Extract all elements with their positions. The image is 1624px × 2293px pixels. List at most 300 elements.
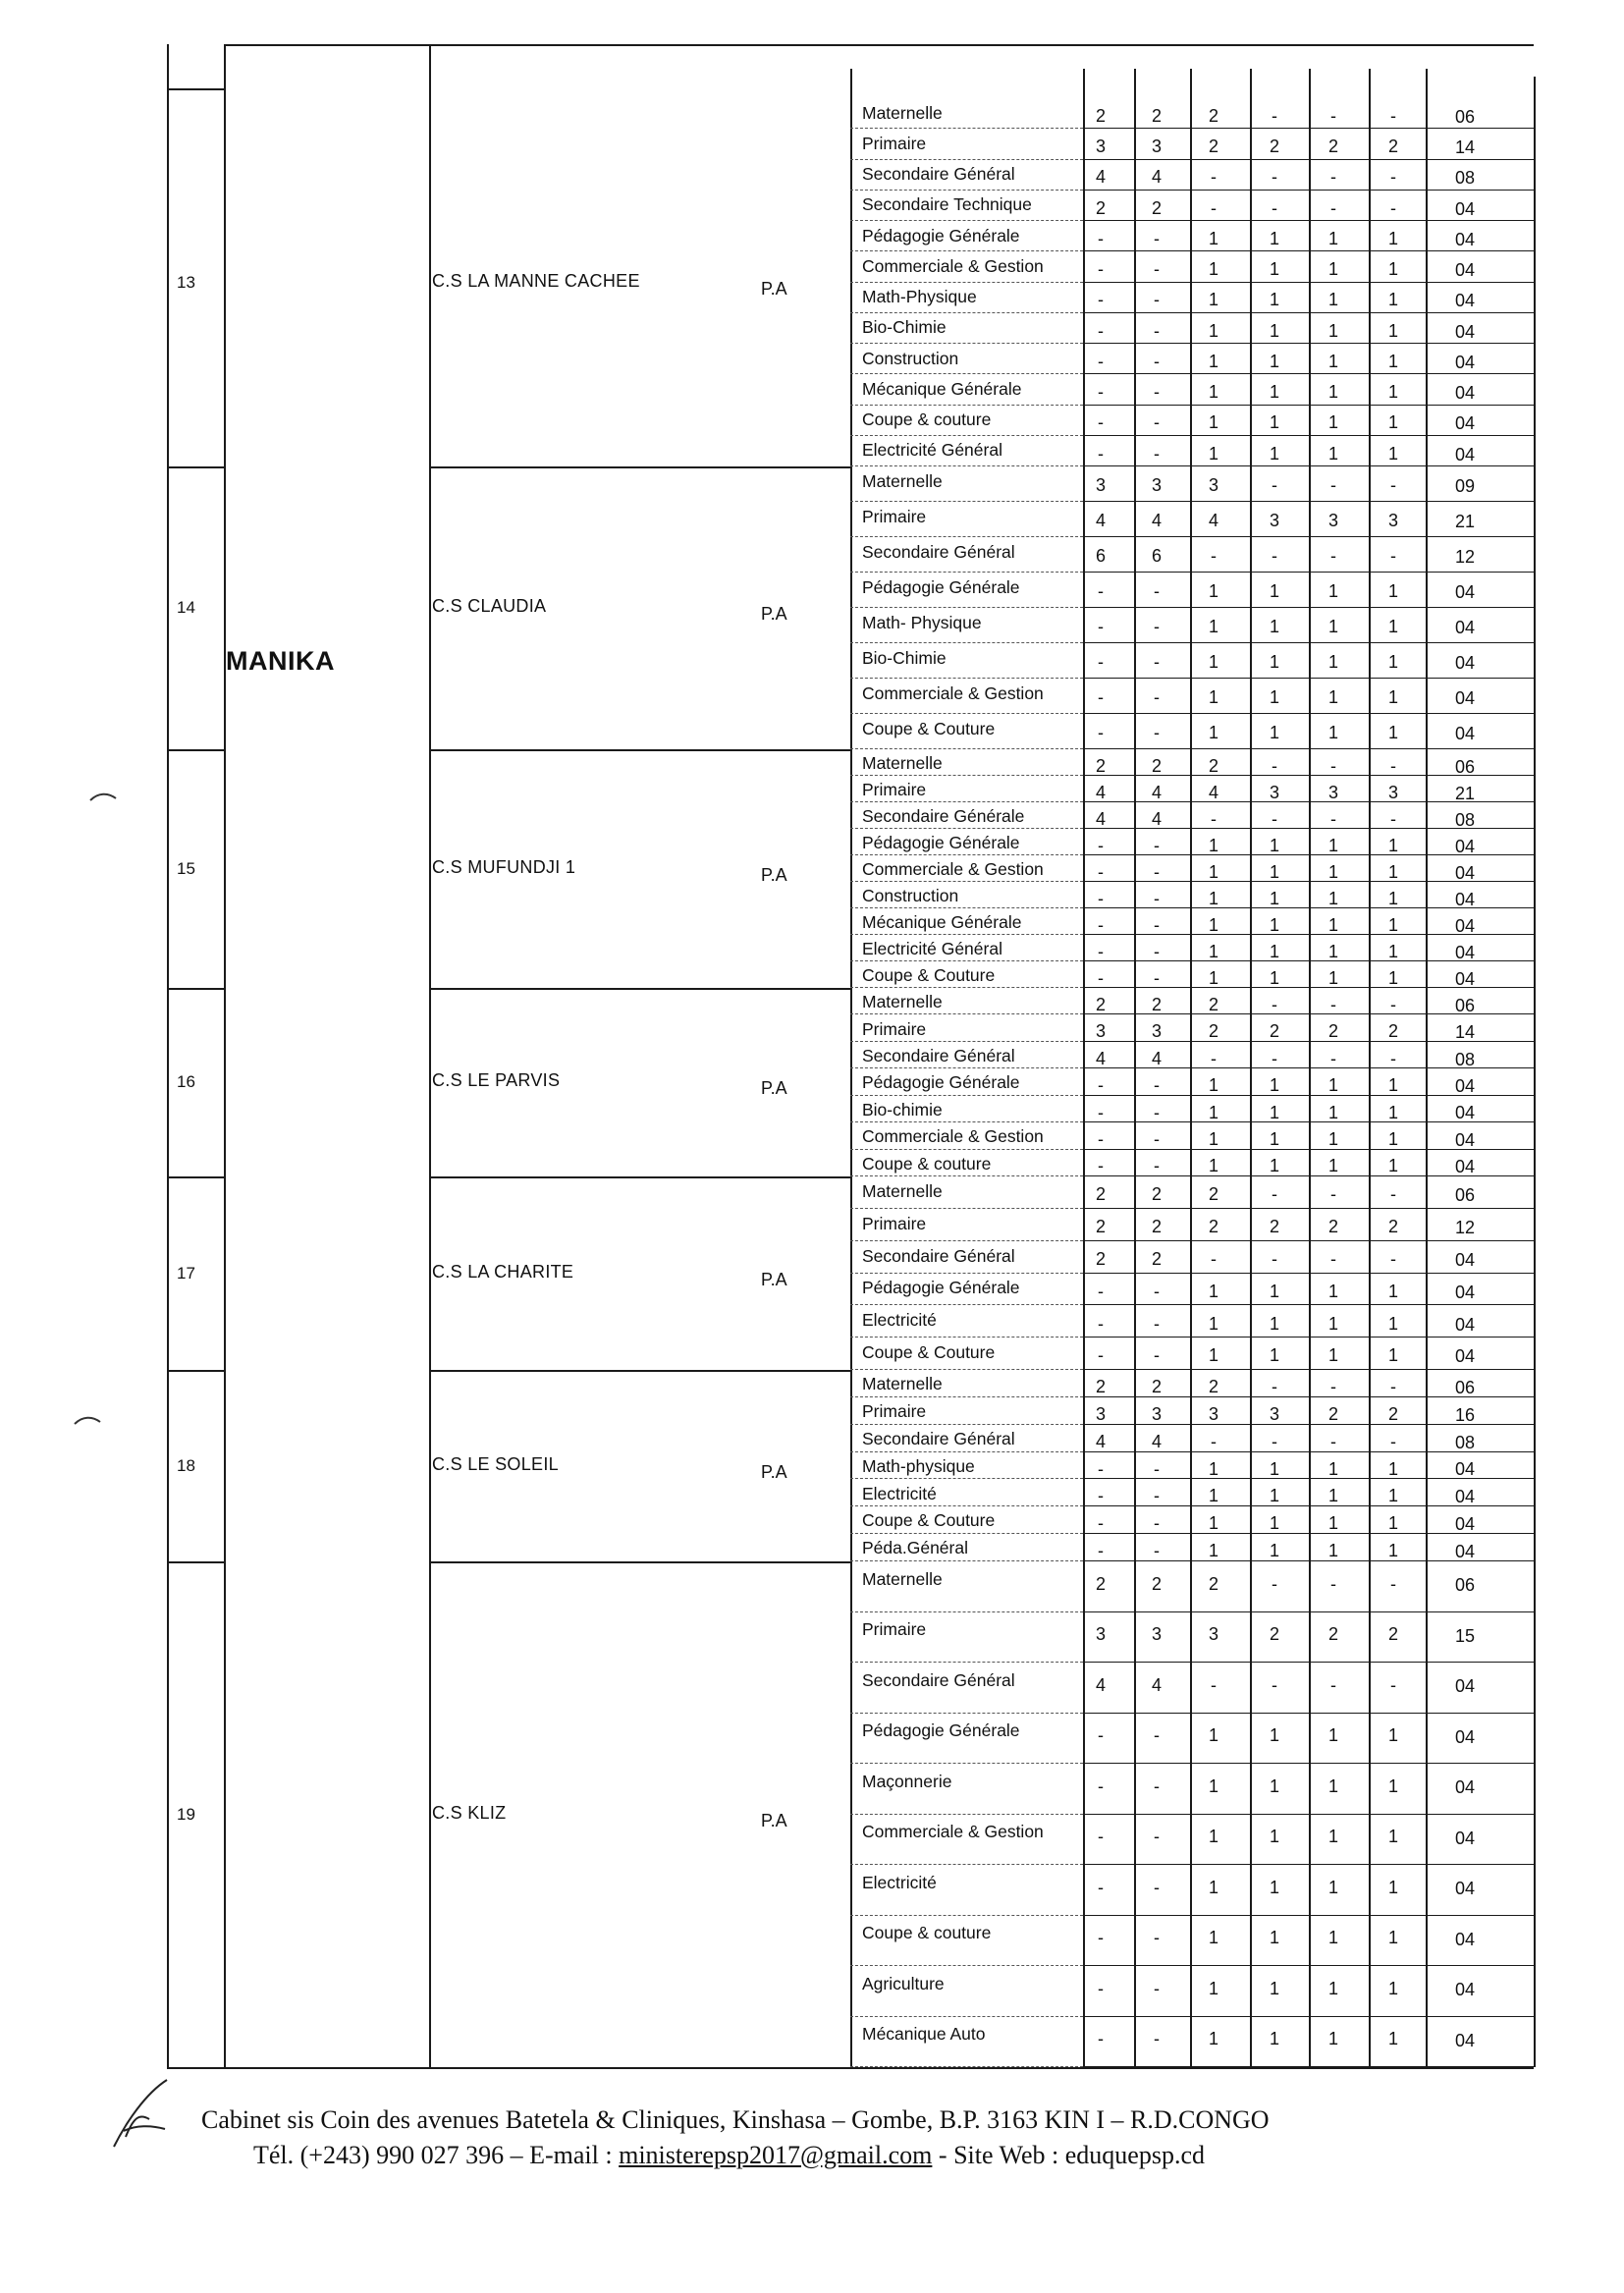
class-count-cell: - (1211, 808, 1217, 829)
class-count-cell: - (1211, 167, 1217, 188)
option-label: Bio-Chimie (862, 317, 947, 338)
option-label: Coupe & couture (862, 409, 992, 430)
class-count-cell: - (1330, 994, 1336, 1014)
class-count-cell: - (1154, 861, 1160, 882)
footer-contact (253, 2141, 1205, 2170)
class-count-cell: 1 (1269, 1075, 1279, 1096)
class-count-cell: - (1154, 1928, 1160, 1948)
class-count-cell: 1 (1208, 320, 1218, 341)
school-separator-line (167, 1370, 224, 1372)
class-count-cell: 4 (1151, 1048, 1162, 1068)
class-count-cell: 1 (1327, 1102, 1338, 1122)
option-row-rule (850, 190, 1083, 191)
class-count-cell: 4 (1208, 511, 1218, 530)
class-count-cell: - (1098, 1725, 1104, 1746)
class-count-cell: 1 (1327, 888, 1338, 908)
class-count-cell: - (1330, 1048, 1336, 1068)
class-count-cell: - (1154, 617, 1160, 636)
option-row-rule (850, 1424, 1083, 1426)
class-count-cell: 2 (1151, 1184, 1162, 1205)
class-count-cell: - (1098, 259, 1104, 280)
school-separator-line (167, 749, 224, 751)
total-cell: 04 (1455, 413, 1476, 434)
class-count-cell: 2 (1208, 136, 1218, 157)
class-count-cell: - (1098, 382, 1104, 403)
class-count-cell: - (1154, 1129, 1160, 1149)
class-count-cell: - (1098, 888, 1104, 908)
class-count-cell: - (1390, 1431, 1396, 1451)
class-count-cell: 2 (1208, 1184, 1218, 1205)
class-count-cell: - (1154, 1827, 1160, 1847)
class-count-cell: 1 (1269, 382, 1279, 403)
class-count-cell: 4 (1095, 1674, 1106, 1695)
table-grid-line (224, 44, 1534, 46)
option-row-rule (850, 1121, 1083, 1123)
option-label: Electricité Général (862, 440, 1002, 461)
total-cell: 04 (1455, 1249, 1476, 1270)
class-count-cell: 1 (1269, 1458, 1279, 1479)
class-count-cell: 1 (1208, 1129, 1218, 1149)
class-count-cell: 2 (1095, 1376, 1106, 1396)
class-count-cell: - (1390, 546, 1396, 566)
class-count-cell: 2 (1208, 994, 1218, 1014)
class-count-cell: 1 (1269, 1725, 1279, 1746)
class-count-cell: - (1154, 1281, 1160, 1301)
class-count-cell: 3 (1387, 511, 1398, 530)
total-cell: 04 (1455, 1879, 1476, 1899)
class-count-cell: 3 (1327, 511, 1338, 530)
class-count-cell: 1 (1208, 1513, 1218, 1534)
class-count-cell: 1 (1269, 888, 1279, 908)
footer-phone: Tél. (+243) 990 027 396 – E-mail : (253, 2141, 620, 2169)
option-label: Primaire (862, 1213, 927, 1233)
class-count-cell: 2 (1327, 1624, 1338, 1645)
class-count-cell: 2 (1151, 1248, 1162, 1269)
class-count-cell: - (1154, 382, 1160, 403)
option-label: Coupe & Couture (862, 719, 996, 739)
school-name: C.S LA MANNE CACHEE (432, 270, 640, 291)
class-count-cell: 1 (1208, 1075, 1218, 1096)
class-count-cell: 1 (1327, 652, 1338, 672)
value-row-line (1083, 190, 1534, 191)
option-label: Electricité (862, 1483, 937, 1503)
class-count-cell: 1 (1208, 1345, 1218, 1366)
class-count-cell: - (1154, 1345, 1160, 1366)
total-cell: 04 (1455, 915, 1476, 936)
class-count-cell: 1 (1327, 967, 1338, 988)
class-count-cell: 1 (1269, 1156, 1279, 1176)
class-count-cell: - (1154, 914, 1160, 935)
class-count-cell: 1 (1208, 888, 1218, 908)
option-label: Agriculture (862, 1973, 945, 1993)
class-count-cell: - (1154, 228, 1160, 248)
value-row-line (1083, 748, 1534, 749)
total-cell: 04 (1455, 836, 1476, 856)
class-count-cell: 1 (1387, 259, 1398, 280)
class-count-cell: - (1154, 1486, 1160, 1506)
school-regime: P.A (761, 1810, 787, 1830)
class-count-cell: 1 (1387, 1877, 1398, 1897)
option-label: Mécanique Auto (862, 2024, 986, 2045)
option-row-rule (850, 1369, 1083, 1371)
class-count-cell: - (1098, 1281, 1104, 1301)
class-count-cell: 2 (1208, 105, 1218, 126)
option-label: Coupe & Couture (862, 1342, 996, 1363)
school-separator-line (167, 1176, 224, 1178)
class-count-cell: 1 (1208, 861, 1218, 882)
class-count-cell: - (1098, 581, 1104, 601)
class-count-cell: 1 (1387, 412, 1398, 433)
value-row-line (1083, 572, 1534, 573)
class-count-cell: 2 (1151, 1217, 1162, 1237)
total-cell: 04 (1455, 1129, 1476, 1150)
total-cell: 06 (1455, 1575, 1476, 1596)
class-count-cell: 2 (1269, 1021, 1279, 1042)
class-count-cell: 1 (1208, 1827, 1218, 1847)
total-cell: 04 (1455, 1726, 1476, 1747)
school-regime: P.A (761, 864, 787, 885)
class-count-cell: 1 (1387, 914, 1398, 935)
footer-website: - Site Web : eduquepsp.cd (932, 2141, 1206, 2169)
class-count-cell: 3 (1327, 782, 1338, 802)
total-cell: 08 (1455, 1049, 1476, 1069)
class-count-cell: 2 (1095, 197, 1106, 218)
school-regime: P.A (761, 278, 787, 299)
class-count-cell: 3 (1095, 1403, 1106, 1424)
class-count-cell: 1 (1327, 1458, 1338, 1479)
class-count-cell: - (1330, 1184, 1336, 1205)
class-count-cell: - (1390, 1674, 1396, 1695)
class-count-cell: 1 (1327, 861, 1338, 882)
total-cell: 04 (1455, 1346, 1476, 1367)
class-count-cell: 1 (1387, 1129, 1398, 1149)
option-row-rule (850, 607, 1083, 609)
class-count-cell: - (1330, 1248, 1336, 1269)
value-row-line (1083, 1965, 1534, 1966)
class-count-cell: 1 (1269, 652, 1279, 672)
class-count-cell: 1 (1208, 617, 1218, 636)
class-count-cell: 2 (1269, 136, 1279, 157)
class-count-cell: 1 (1327, 723, 1338, 742)
school-number: 19 (177, 1804, 195, 1824)
total-cell: 04 (1455, 724, 1476, 744)
option-label: Primaire (862, 1018, 927, 1039)
class-count-cell: 3 (1095, 136, 1106, 157)
class-count-cell: 1 (1387, 1075, 1398, 1096)
class-count-cell: 1 (1269, 228, 1279, 248)
class-count-cell: - (1154, 1458, 1160, 1479)
class-count-cell: 1 (1387, 888, 1398, 908)
option-row-rule (850, 1149, 1083, 1151)
value-row-line (1083, 713, 1534, 714)
class-count-cell: - (1390, 1248, 1396, 1269)
class-count-cell: 1 (1387, 687, 1398, 707)
class-count-cell: 3 (1387, 782, 1398, 802)
option-label: Bio-chimie (862, 1099, 943, 1119)
class-count-cell: - (1272, 994, 1277, 1014)
option-label: Electricité (862, 1872, 937, 1892)
class-count-cell: 4 (1095, 808, 1106, 829)
class-count-cell: - (1154, 1075, 1160, 1096)
option-label: Secondaire Technique (862, 194, 1032, 215)
class-count-cell: 6 (1151, 546, 1162, 566)
class-count-cell: - (1098, 351, 1104, 371)
class-count-cell: 2 (1387, 1217, 1398, 1237)
option-label: Math- Physique (862, 613, 982, 633)
class-count-cell: 1 (1269, 723, 1279, 742)
option-label: Secondaire Général (862, 164, 1015, 185)
class-count-cell: 1 (1327, 835, 1338, 855)
option-label: Secondaire Général (862, 1669, 1015, 1690)
class-count-cell: - (1154, 1156, 1160, 1176)
class-count-cell: 2 (1327, 1021, 1338, 1042)
school-separator-line (429, 1370, 850, 1372)
class-count-cell: 1 (1269, 1541, 1279, 1561)
class-count-cell: 1 (1327, 1156, 1338, 1176)
class-count-cell: 1 (1269, 1775, 1279, 1796)
value-row-line (1083, 642, 1534, 643)
class-count-cell: 4 (1095, 1048, 1106, 1068)
option-row-rule (850, 934, 1083, 936)
total-cell: 08 (1455, 809, 1476, 830)
class-count-cell: 1 (1327, 1281, 1338, 1301)
option-row-rule (850, 1763, 1083, 1765)
option-row-rule (850, 748, 1083, 750)
option-row-rule (850, 775, 1083, 777)
class-count-cell: - (1272, 808, 1277, 829)
option-label: Commerciale & Gestion (862, 1126, 1044, 1147)
class-count-cell: 1 (1387, 1541, 1398, 1561)
class-count-cell: - (1154, 687, 1160, 707)
value-row-line (1083, 1240, 1534, 1241)
school-number: 17 (177, 1263, 195, 1283)
total-cell: 04 (1455, 1103, 1476, 1123)
class-count-cell: - (1272, 1674, 1277, 1695)
class-count-cell: 1 (1327, 1075, 1338, 1096)
class-count-cell: 3 (1151, 1021, 1162, 1042)
option-row-rule (850, 1864, 1083, 1866)
option-label: Coupe & couture (862, 1923, 992, 1943)
footer-email-link[interactable]: ministerepsp2017@gmail.com (619, 2141, 933, 2169)
option-label: Pédagogie Générale (862, 1072, 1020, 1093)
school-regime: P.A (761, 604, 787, 624)
school-separator-line (167, 1561, 224, 1563)
value-row-line (1083, 312, 1534, 313)
option-row-rule (850, 1304, 1083, 1306)
class-count-cell: 1 (1327, 443, 1338, 464)
class-count-cell: - (1154, 723, 1160, 742)
value-row-line (1083, 1915, 1534, 1916)
class-count-cell: - (1154, 888, 1160, 908)
class-count-cell: 2 (1151, 755, 1162, 776)
class-count-cell: 1 (1327, 617, 1338, 636)
class-count-cell: - (1272, 1248, 1277, 1269)
class-count-cell: - (1330, 1431, 1336, 1451)
class-count-cell: 3 (1208, 475, 1218, 495)
value-row-line (1083, 536, 1534, 537)
class-count-cell: - (1272, 1376, 1277, 1396)
class-count-cell: 1 (1208, 581, 1218, 601)
class-count-cell: 1 (1208, 1928, 1218, 1948)
class-count-cell: 1 (1327, 581, 1338, 601)
option-row-rule (850, 435, 1083, 437)
class-count-cell: 3 (1269, 1403, 1279, 1424)
class-count-cell: 3 (1095, 1021, 1106, 1042)
school-name: C.S LE SOLEIL (432, 1453, 559, 1474)
total-cell: 04 (1455, 1676, 1476, 1697)
class-count-cell: 1 (1327, 941, 1338, 961)
class-count-cell: 1 (1327, 1313, 1338, 1334)
class-count-cell: 1 (1327, 1775, 1338, 1796)
total-cell: 04 (1455, 582, 1476, 603)
value-row-line (1083, 501, 1534, 502)
class-count-cell: - (1272, 755, 1277, 776)
class-count-cell: 1 (1387, 320, 1398, 341)
school-separator-line (429, 466, 850, 468)
class-count-cell: 1 (1387, 2029, 1398, 2049)
class-count-cell: 1 (1208, 1313, 1218, 1334)
class-count-cell: 1 (1327, 290, 1338, 310)
class-count-cell: - (1272, 105, 1277, 126)
value-row-line (1083, 2016, 1534, 2017)
option-row-rule (850, 220, 1083, 222)
option-row-rule (850, 1041, 1083, 1043)
class-count-cell: 2 (1327, 136, 1338, 157)
class-count-cell: - (1211, 546, 1217, 566)
option-label: Secondaire Général (862, 542, 1015, 563)
class-count-cell: 1 (1327, 228, 1338, 248)
class-count-cell: 1 (1327, 320, 1338, 341)
option-row-rule (850, 1478, 1083, 1480)
class-count-cell: 1 (1387, 652, 1398, 672)
class-count-cell: 2 (1095, 1573, 1106, 1594)
class-count-cell: 1 (1208, 1458, 1218, 1479)
class-count-cell: 1 (1269, 1129, 1279, 1149)
option-row-rule (850, 1451, 1083, 1453)
option-label: Coupe & Couture (862, 965, 996, 986)
class-count-cell: 1 (1327, 2029, 1338, 2049)
value-row-line (1083, 435, 1534, 436)
class-count-cell: - (1098, 1827, 1104, 1847)
option-row-rule (850, 465, 1083, 467)
option-label: Secondaire Général (862, 1245, 1015, 1266)
class-count-cell: 1 (1208, 351, 1218, 371)
total-cell: 06 (1455, 106, 1476, 127)
class-count-cell: - (1154, 259, 1160, 280)
class-count-cell: 2 (1208, 755, 1218, 776)
total-cell: 06 (1455, 1185, 1476, 1206)
class-count-cell: 1 (1387, 1775, 1398, 1796)
table-grid-line (1534, 77, 1536, 2067)
class-count-cell: 4 (1208, 782, 1218, 802)
school-name: C.S LE PARVIS (432, 1070, 561, 1090)
option-row-rule (850, 713, 1083, 715)
class-count-cell: 2 (1095, 1248, 1106, 1269)
class-count-cell: 4 (1151, 808, 1162, 829)
total-cell: 04 (1455, 2030, 1476, 2050)
option-label: Coupe & couture (862, 1153, 992, 1174)
class-count-cell: - (1154, 1313, 1160, 1334)
class-count-cell: 1 (1269, 1978, 1279, 1998)
class-count-cell: 1 (1269, 1827, 1279, 1847)
school-separator-line (167, 988, 224, 990)
class-count-cell: - (1272, 197, 1277, 218)
option-row-rule (850, 572, 1083, 573)
class-count-cell: 1 (1387, 228, 1398, 248)
class-count-cell: 1 (1387, 1486, 1398, 1506)
class-count-cell: - (1154, 412, 1160, 433)
value-row-line (1083, 2066, 1534, 2067)
total-cell: 04 (1455, 1541, 1476, 1561)
class-count-cell: - (1272, 167, 1277, 188)
class-count-cell: - (1098, 1345, 1104, 1366)
class-count-cell: 2 (1327, 1403, 1338, 1424)
option-label: Commerciale & Gestion (862, 1822, 1044, 1842)
class-count-cell: 1 (1269, 1313, 1279, 1334)
class-count-cell: 1 (1387, 443, 1398, 464)
class-count-cell: 1 (1327, 1541, 1338, 1561)
class-count-cell: 1 (1208, 382, 1218, 403)
value-row-line (1083, 250, 1534, 251)
class-count-cell: - (1390, 994, 1396, 1014)
total-cell: 04 (1455, 1929, 1476, 1949)
option-row-rule (850, 907, 1083, 909)
option-label: Pédagogie Générale (862, 577, 1020, 598)
class-count-cell: - (1211, 1048, 1217, 1068)
table-grid-line (167, 88, 224, 90)
school-number: 16 (177, 1072, 195, 1091)
option-label: Maternelle (862, 1180, 943, 1201)
option-row-rule (850, 2066, 1083, 2068)
class-count-cell: 4 (1151, 782, 1162, 802)
total-cell: 04 (1455, 1980, 1476, 2000)
class-count-cell: - (1330, 1376, 1336, 1396)
class-count-cell: 2 (1269, 1624, 1279, 1645)
school-regime: P.A (761, 1269, 787, 1289)
class-count-cell: 1 (1208, 1541, 1218, 1561)
total-cell: 04 (1455, 321, 1476, 342)
option-row-rule (850, 1273, 1083, 1275)
value-row-line (1083, 282, 1534, 283)
option-label: Primaire (862, 780, 927, 800)
value-row-line (1083, 405, 1534, 406)
class-count-cell: - (1098, 835, 1104, 855)
class-count-cell: 2 (1387, 1403, 1398, 1424)
option-row-rule (850, 1611, 1083, 1613)
school-separator-line (429, 1176, 850, 1178)
class-count-cell: - (1390, 197, 1396, 218)
option-label: Primaire (862, 1619, 927, 1640)
margin-tick-mark (88, 791, 118, 802)
class-count-cell: 1 (1327, 412, 1338, 433)
class-count-cell: - (1390, 1048, 1396, 1068)
school-name: C.S MUFUNDJI 1 (432, 856, 576, 877)
option-label: Secondaire Général (862, 1045, 1015, 1065)
class-count-cell: 1 (1208, 652, 1218, 672)
class-count-cell: - (1330, 197, 1336, 218)
class-count-cell: - (1098, 228, 1104, 248)
value-row-line (1083, 1864, 1534, 1865)
class-count-cell: - (1098, 412, 1104, 433)
class-count-cell: 1 (1208, 228, 1218, 248)
class-count-cell: 1 (1387, 351, 1398, 371)
class-count-cell: 1 (1269, 2029, 1279, 2049)
total-cell: 12 (1455, 547, 1476, 568)
total-cell: 04 (1455, 260, 1476, 280)
margin-tick-mark (73, 1414, 102, 1426)
class-count-cell: - (1211, 1248, 1217, 1269)
school-separator-line (429, 749, 850, 751)
